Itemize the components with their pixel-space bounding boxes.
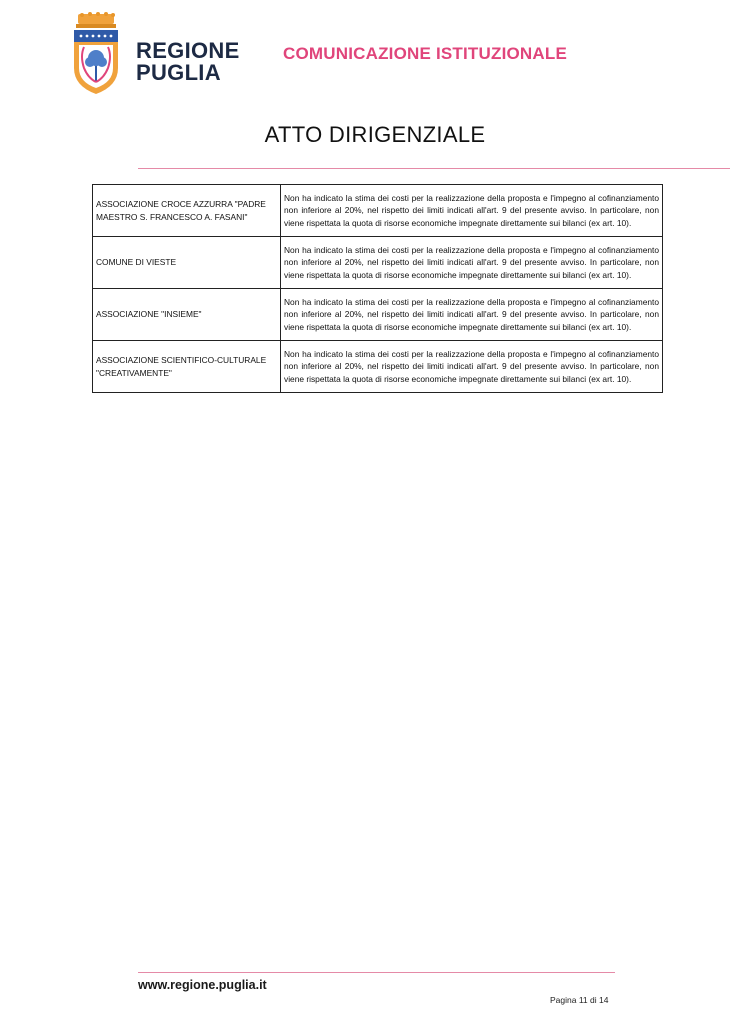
applicant-name: ASSOCIAZIONE "INSIEME": [93, 289, 281, 341]
regione-puglia-emblem-icon: [70, 12, 122, 96]
exclusion-table: [92, 184, 663, 393]
header-divider: [138, 168, 730, 169]
logo-line-puglia: PUGLIA: [136, 60, 221, 85]
logo-line-regione: REGIONE: [136, 38, 240, 63]
exclusion-reason: Non ha indicato la stima dei costi per la realizzazione della proposta e l'impegno al cofinanziamento non inferiore al 20%, nel rispetto dei limiti indicati all'art. 9 del presente avviso. In particolare, non viene rispettata la quota di risorse economiche impegnate direttamente sui bilanci (ex art. 10).: [281, 289, 663, 341]
exclusion-reason: Non ha indicato la stima dei costi per la realizzazione della proposta e l'impegno al cofinanziamento non inferiore al 20%, nel rispetto dei limiti indicati all'art. 9 del presente avviso. In particolare, non viene rispettata la quota di risorse economiche impegnate direttamente sui bilanci (ex art. 10).: [281, 237, 663, 289]
footer-divider: [138, 972, 615, 973]
exclusion-reason: Non ha indicato la stima dei costi per la realizzazione della proposta e l'impegno al cofinanziamento non inferiore al 20%, nel rispetto dei limiti indicati all'art. 9 del presente avviso. In particolare, non viene rispettata la quota di risorse economiche impegnate direttamente sui bilanci (ex art. 10).: [281, 185, 663, 237]
page-number: Pagina 11 di 14: [550, 995, 609, 1005]
table-row: [93, 237, 663, 289]
applicant-name: ASSOCIAZIONE SCIENTIFICO-CULTURALE "CREATIVAMENTE": [93, 341, 281, 393]
section-heading: COMUNICAZIONE ISTITUZIONALE: [283, 44, 567, 63]
applicant-name: COMUNE DI VIESTE: [93, 237, 281, 289]
table-row: [93, 289, 663, 341]
table-row: [93, 185, 663, 237]
regione-puglia-logo-text: [136, 40, 240, 84]
exclusion-reason: Non ha indicato la stima dei costi per la realizzazione della proposta e l'impegno al cofinanziamento non inferiore al 20%, nel rispetto dei limiti indicati all'art. 9 del presente avviso. In particolare, non viene rispettata la quota di risorse economiche impegnate direttamente sui bilanci (ex art. 10).: [281, 341, 663, 393]
document-title: ATTO DIRIGENZIALE: [264, 122, 486, 147]
applicant-name: ASSOCIAZIONE CROCE AZZURRA "PADRE MAESTRO S. FRANCESCO A. FASANI": [93, 185, 281, 237]
table-row: [93, 341, 663, 393]
website-link[interactable]: www.regione.puglia.it: [138, 978, 267, 992]
